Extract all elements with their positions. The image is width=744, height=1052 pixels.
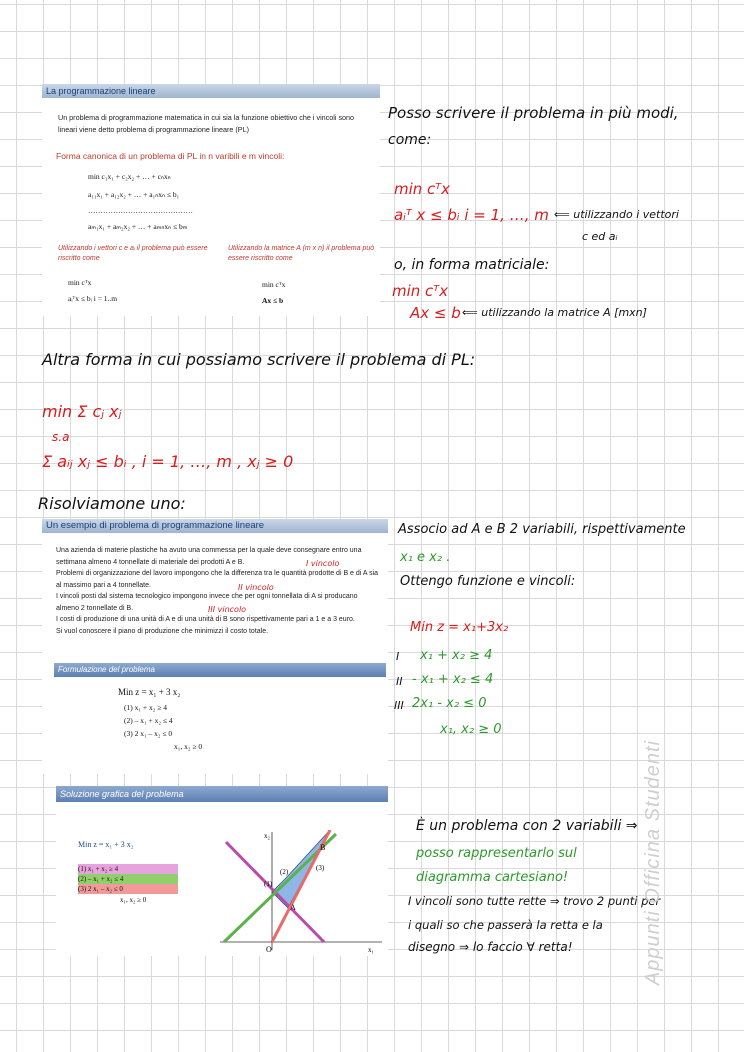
note-line: I vincoli sono tutte rette ⇒ trovo 2 punti per [408, 894, 661, 908]
label-a: A [290, 903, 296, 912]
note-constraint-matrix: Ax ≤ b [410, 304, 461, 322]
note-line: Associo ad A e B 2 variabili, rispettivamente [398, 522, 686, 537]
tag-vincolo: II vincolo [238, 583, 274, 592]
note-sa: s.a [52, 430, 70, 444]
graph-constraint-1: (1) x₁ + x₂ ≥ 4 [78, 864, 178, 874]
label-o: O [266, 945, 272, 954]
label-3: (3) [316, 864, 325, 872]
feasible-region-graph [216, 830, 386, 954]
graph-constraint-4: x₁, x₂ ≥ 0 [120, 896, 147, 904]
slide-title: La programmazione lineare [42, 84, 380, 98]
formulation-constraint: x₁, x₂ ≥ 0 [174, 742, 203, 751]
vector-min: min cᵀx [68, 278, 92, 287]
slide-title: Soluzione grafica del problema [56, 786, 388, 802]
note-constraint: x₁ + x₂ ≥ 4 [420, 648, 493, 663]
note-arrow: ⟸ utilizzando i vettori [554, 208, 679, 221]
note-nonnegativity: x₁, x₂ ≥ 0 [440, 722, 502, 737]
note-line: disegno ⇒ lo faccio ∀ retta! [408, 940, 573, 954]
formulation-constraint: (3) 2 x₁ – x₂ ≤ 0 [124, 729, 173, 738]
problem-paragraph: Una azienda di materie plastiche ha avuto una commessa per la quale deve consegnare entro una settimana almeno 4 tonnellate di materiale dei prodotti A e B. [56, 547, 362, 566]
note-matrix: Utilizzando la matrice A (m x n) il problema può essere riscritto come [228, 245, 375, 262]
label-1: (1) [264, 880, 273, 888]
note-matrix-intro: o, in forma matriciale: [394, 257, 550, 273]
slide-programmazione-lineare [42, 84, 380, 316]
formulation-constraint: (2) – x₁ + x₂ ≤ 4 [124, 716, 173, 725]
formula-dots: …………………………………… [88, 206, 193, 215]
formula-line: a₁₁x₁ + a₁₂x₂ + … + a₁ₙxₙ ≤ b₁ [88, 190, 180, 199]
problem-paragraph: Si vuol conoscere il piano di produzione che minimizzi il costo totale. [56, 627, 269, 635]
constraint-label: I [396, 650, 400, 663]
slide-esempio [42, 519, 388, 774]
note-min-sum: min Σ cⱼ xⱼ [42, 402, 122, 421]
slide-intro: Un problema di programmazione matematica in cui sia la funzione obiettivo che i vincoli sono lineari viene detto problema di programmazione lineare (PL) [58, 113, 355, 134]
note-line: Posso scrivere il problema in più modi, [388, 104, 679, 122]
note-arrow: c ed aᵢ [582, 230, 618, 243]
note-min-matrix: min cᵀx [392, 282, 448, 300]
canonical-heading: Forma canonica di un problema di PL in n varibili e m vincoli: [56, 151, 285, 161]
note-min-vector: min cᵀx [394, 180, 450, 198]
formula-line: aₘ₁x₁ + aₘ₂x₂ + … + aₘₙxₙ ≤ bₘ [88, 222, 188, 231]
watermark: Appunti Officina Studenti [642, 740, 664, 986]
note-constraint-vector: aᵢᵀ x ≤ bᵢ i = 1, …, m [394, 206, 549, 224]
note-line: È un problema con 2 variabili ⇒ [416, 818, 638, 834]
note-line: i quali so che passerà la retta e la [408, 918, 603, 932]
axis-x-label: x₁ [368, 946, 374, 954]
problem-paragraph: Problemi di organizzazione del lavoro impongono che la differenza tra le quantità prodotte di B e di A sia al massimo pari a 4 tonnellate. [56, 570, 379, 589]
note-line: posso rappresentarlo sul [416, 846, 577, 861]
matrix-min: min cᵀx [262, 280, 286, 289]
label-b: B [320, 843, 326, 852]
vector-constraint: aᵢᵀx ≤ bᵢ i = 1..m [68, 294, 118, 303]
formulation-objective: Min z = x₁ + 3 x₂ [118, 687, 181, 697]
constraint-label: II [396, 675, 403, 688]
note-line: diagramma cartesiano! [416, 870, 569, 885]
note-vectors: Utilizzando i vettori c e aᵢ il problema può essere riscritto come [58, 245, 208, 262]
matrix-constraint: Ax ≤ b [262, 296, 284, 305]
graph-constraint-3: (3) 2 x₁ – x₂ ≤ 0 [78, 884, 178, 894]
tag-vincolo: III vincolo [208, 605, 247, 614]
note-constraint: 2x₁ - x₂ ≤ 0 [412, 696, 487, 711]
tag-vincolo: I vincolo [306, 559, 340, 568]
note-arrow: ⟸ utilizzando la matrice A [mxn] [462, 306, 647, 319]
problem-paragraph: I vincoli posti dal sistema tecnologico impongono invece che per ogni tonnellata di A si producano almeno 2 tonnellate di B. [56, 593, 358, 612]
slide-title: Un esempio di problema di programmazione lineare [42, 519, 388, 533]
note-constraint: - x₁ + x₂ ≤ 4 [412, 672, 494, 687]
note-line: Ottengo funzione e vincoli: [400, 574, 576, 589]
constraint-label: III [394, 699, 404, 712]
note-line: come: [388, 132, 432, 148]
note-objective: Min z = x₁+3x₂ [410, 620, 509, 635]
formulation-bar: Formulazione del problema [54, 663, 386, 677]
graph-objective: Min z = x₁ + 3 x₂ [78, 840, 134, 849]
formula-line: min c₁x₁ + c₂x₂ + … + cₙxₙ [88, 172, 171, 181]
note-constraint-sum: Σ aᵢⱼ xⱼ ≤ bᵢ , i = 1, …, m , xⱼ ≥ 0 [42, 452, 294, 471]
label-2: (2) [280, 868, 289, 876]
resolve-heading: Risolviamone uno: [38, 494, 186, 513]
note-heading: Altra forma in cui possiamo scrivere il problema di PL: [42, 350, 476, 369]
problem-paragraph: I costi di produzione di una unità di A e di una unità di B sono rispettivamente pari a 1 e a 3 euro. [56, 616, 355, 623]
formulation-constraint: (1) x₁ + x₂ ≥ 4 [124, 703, 167, 712]
note-variables: x₁ e x₂ . [400, 550, 451, 565]
axis-y-label: x₂ [264, 832, 270, 840]
graph-constraint-2: (2) – x₁ + x₂ ≤ 4 [78, 874, 178, 884]
slide-soluzione-grafica [56, 786, 388, 956]
